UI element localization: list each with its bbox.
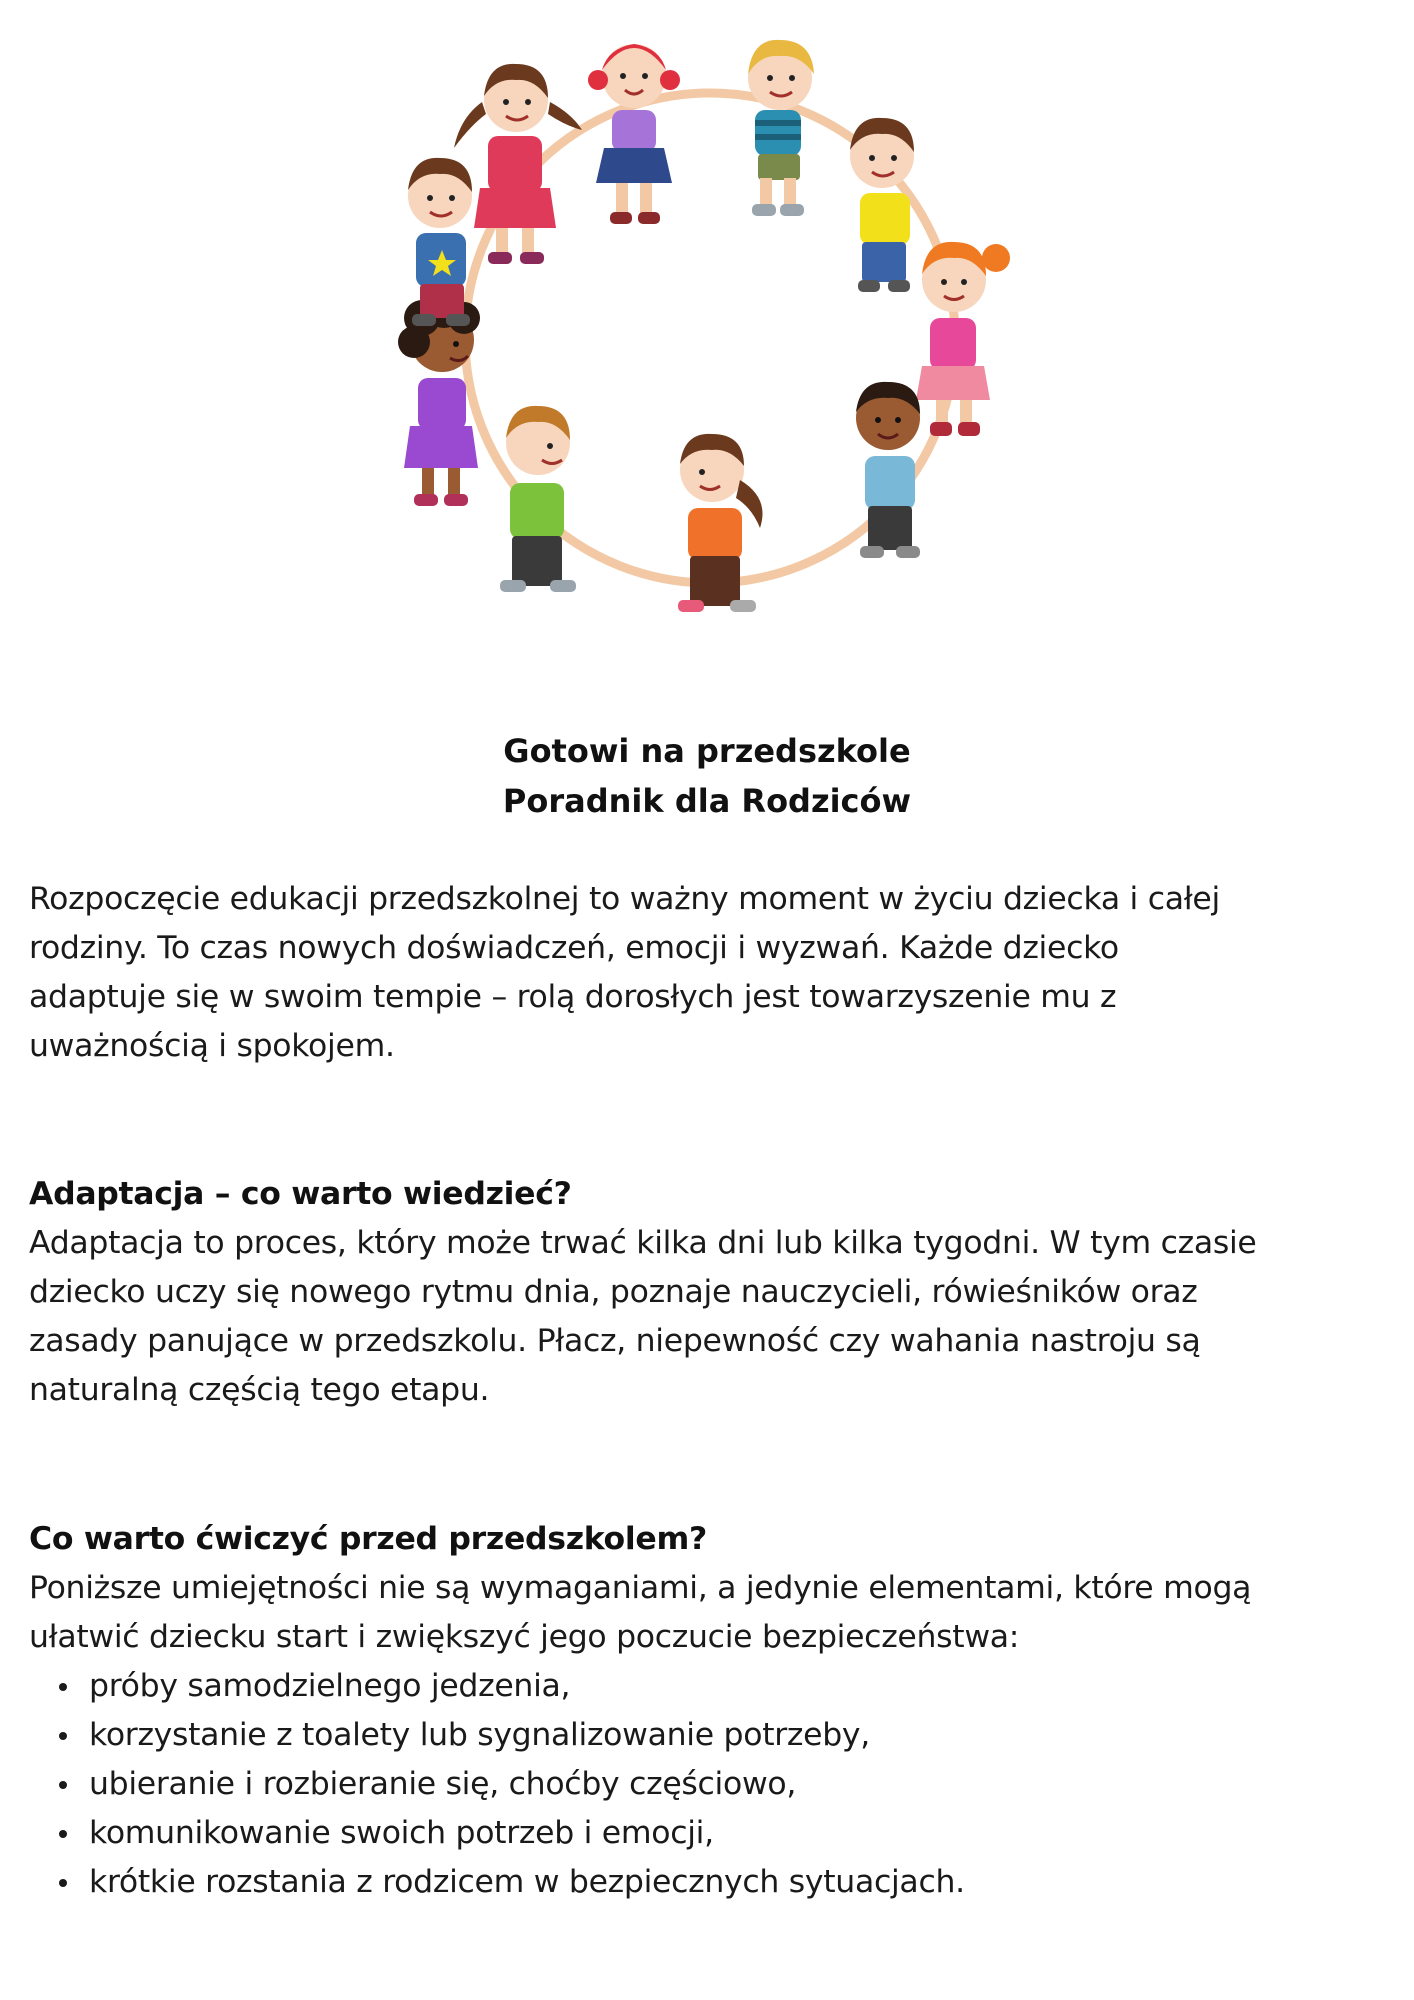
document-title — [0, 726, 1414, 826]
text-line: adaptuje się w swoim tempie – rolą dorosłych jest towarzyszenie mu z — [29, 979, 1117, 1015]
child-figure — [588, 44, 680, 224]
list-item: ubieranie i rozbieranie się, choćby częściowo, — [29, 1760, 1389, 1809]
child-figure — [850, 118, 914, 292]
text-line: dziecko uczy się nowego rytmu dnia, poznaje nauczycieli, rówieśników oraz — [29, 1274, 1198, 1310]
text-line: Rozpoczęcie edukacji przedszkolnej to ważny moment w życiu dziecka i całej — [29, 881, 1220, 917]
text-line: ułatwić dziecku start i zwiększyć jego poczucie bezpieczeństwa: — [29, 1619, 1020, 1655]
list-item: próby samodzielnego jedzenia, — [29, 1662, 1389, 1711]
skills-list — [29, 1662, 1389, 1907]
list-item: komunikowanie swoich potrzeb i emocji, — [29, 1809, 1389, 1858]
list-item: krótkie rozstania z rodzicem w bezpiecznych sytuacjach. — [29, 1858, 1389, 1907]
text-line: rodziny. To czas nowych doświadczeń, emocji i wyzwań. Każde dziecko — [29, 930, 1119, 966]
section-heading: Co warto ćwiczyć przed przedszkolem? — [29, 1521, 707, 1557]
child-figure — [916, 242, 1010, 436]
text-line: uważnością i spokojem. — [29, 1028, 395, 1064]
child-figure — [678, 434, 763, 612]
child-figure — [500, 406, 576, 592]
text-line: Poniższe umiejętności nie są wymaganiami, a jedynie elementami, które mogą — [29, 1570, 1252, 1606]
child-figure — [748, 40, 814, 216]
title-line-2: Poradnik dla Rodziców — [502, 782, 912, 820]
text-line: Adaptacja to proces, który może trwać kilka dni lub kilka tygodni. W tym czasie — [29, 1225, 1257, 1261]
section-adaptation — [29, 1170, 1389, 1415]
intro-paragraph — [29, 875, 1389, 1071]
text-line: zasady panujące w przedszkolu. Płacz, niepewność czy wahania nastroju są — [29, 1323, 1201, 1359]
text-line: naturalną częścią tego etapu. — [29, 1372, 490, 1408]
children-circle-illustration — [360, 18, 1060, 658]
section-heading: Adaptacja – co warto wiedzieć? — [29, 1176, 572, 1212]
title-line-1: Gotowi na przedszkole — [503, 732, 911, 770]
section-skills — [29, 1515, 1389, 1907]
list-item: korzystanie z toalety lub sygnalizowanie potrzeby, — [29, 1711, 1389, 1760]
child-figure — [454, 64, 582, 264]
